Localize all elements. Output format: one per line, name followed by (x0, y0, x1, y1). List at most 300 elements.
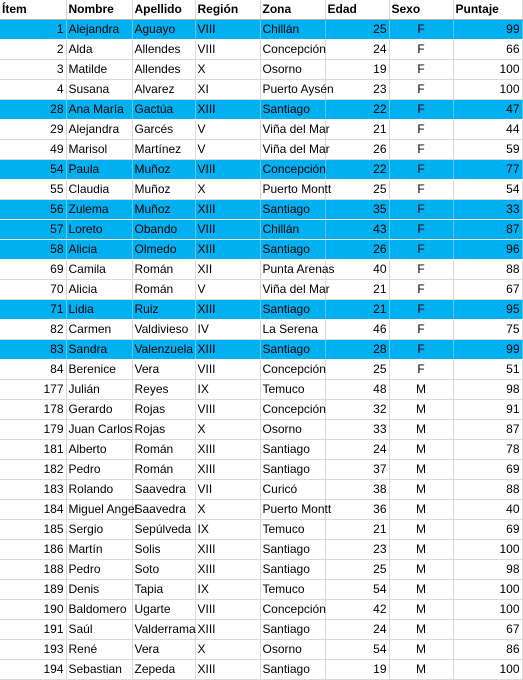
cell-sexo[interactable]: F (389, 120, 453, 140)
cell-zona[interactable]: Punta Arenas (260, 260, 325, 280)
cell-puntaje[interactable]: 44 (453, 120, 522, 140)
cell-puntaje[interactable]: 99 (453, 340, 522, 360)
cell-puntaje[interactable]: 59 (453, 140, 522, 160)
cell-nombre[interactable]: Matilde (66, 60, 132, 80)
cell-zona[interactable]: Osorno (260, 420, 325, 440)
table-row (0, 580, 522, 600)
cell-region[interactable]: XIII (195, 620, 260, 640)
cell-edad[interactable]: 38 (325, 480, 389, 500)
table-row (0, 480, 522, 500)
cell-zona[interactable]: Viña del Mar (260, 140, 325, 160)
cell-item[interactable]: 49 (0, 140, 66, 160)
cell-sexo[interactable]: F (389, 300, 453, 320)
cell-region[interactable]: V (195, 280, 260, 300)
cell-zona[interactable]: Concepción (260, 360, 325, 380)
cell-region[interactable]: IV (195, 320, 260, 340)
cell-nombre[interactable]: Pedro (66, 560, 132, 580)
table-row (0, 400, 522, 420)
table-row (0, 180, 522, 200)
cell-apellido[interactable]: Solis (132, 540, 195, 560)
cell-apellido[interactable]: Sepúlveda (132, 520, 195, 540)
table-row (0, 240, 522, 260)
cell-puntaje[interactable]: 66 (453, 40, 522, 60)
cell-item[interactable]: 194 (0, 660, 66, 680)
cell-zona[interactable]: Santiago (260, 440, 325, 460)
cell-edad[interactable]: 48 (325, 380, 389, 400)
cell-zona[interactable]: Puerto Montt (260, 500, 325, 520)
cell-apellido[interactable]: Ruiz (132, 300, 195, 320)
cell-apellido[interactable]: Ugarte (132, 600, 195, 620)
cell-item[interactable]: 181 (0, 440, 66, 460)
cell-puntaje[interactable]: 77 (453, 160, 522, 180)
cell-zona[interactable]: Santiago (260, 460, 325, 480)
cell-apellido[interactable]: Alvarez (132, 80, 195, 100)
cell-apellido[interactable]: Muñoz (132, 200, 195, 220)
cell-edad[interactable]: 19 (325, 660, 389, 680)
cell-edad[interactable]: 26 (325, 240, 389, 260)
table-row (0, 40, 522, 60)
cell-apellido[interactable]: Allendes (132, 60, 195, 80)
cell-region[interactable]: XIII (195, 660, 260, 680)
cell-puntaje[interactable]: 86 (453, 640, 522, 660)
cell-edad[interactable]: 37 (325, 460, 389, 480)
cell-item[interactable]: 179 (0, 420, 66, 440)
cell-edad[interactable]: 21 (325, 120, 389, 140)
cell-puntaje[interactable]: 88 (453, 480, 522, 500)
cell-region[interactable]: XIII (195, 300, 260, 320)
cell-region[interactable]: VIII (195, 600, 260, 620)
cell-apellido[interactable]: Muñoz (132, 160, 195, 180)
cell-edad[interactable]: 26 (325, 140, 389, 160)
cell-region[interactable]: IX (195, 520, 260, 540)
cell-sexo[interactable]: M (389, 600, 453, 620)
cell-puntaje[interactable]: 54 (453, 180, 522, 200)
cell-edad[interactable]: 24 (325, 620, 389, 640)
table-row (0, 20, 522, 40)
cell-item[interactable]: 186 (0, 540, 66, 560)
cell-item[interactable]: 58 (0, 240, 66, 260)
cell-nombre[interactable]: Miguel Angel (66, 500, 132, 520)
cell-sexo[interactable]: F (389, 360, 453, 380)
cell-puntaje[interactable]: 33 (453, 200, 522, 220)
cell-puntaje[interactable]: 67 (453, 620, 522, 640)
cell-nombre[interactable]: Zulema (66, 200, 132, 220)
cell-item[interactable]: 188 (0, 560, 66, 580)
cell-edad[interactable]: 19 (325, 60, 389, 80)
cell-sexo[interactable]: F (389, 60, 453, 80)
cell-zona[interactable]: Viña del Mar (260, 280, 325, 300)
cell-item[interactable]: 183 (0, 480, 66, 500)
cell-edad[interactable]: 35 (325, 200, 389, 220)
cell-edad[interactable]: 24 (325, 40, 389, 60)
cell-nombre[interactable]: Alberto (66, 440, 132, 460)
cell-zona[interactable]: Santiago (260, 240, 325, 260)
cell-puntaje[interactable]: 98 (453, 560, 522, 580)
table-row (0, 360, 522, 380)
cell-zona[interactable]: Temuco (260, 520, 325, 540)
table-row (0, 660, 522, 680)
cell-edad[interactable]: 36 (325, 500, 389, 520)
cell-item[interactable]: 2 (0, 40, 66, 60)
cell-zona[interactable]: Chillán (260, 220, 325, 240)
cell-edad[interactable]: 32 (325, 400, 389, 420)
cell-nombre[interactable]: Alicia (66, 240, 132, 260)
cell-puntaje[interactable]: 98 (453, 380, 522, 400)
column-header-region[interactable]: Región (195, 0, 260, 20)
cell-nombre[interactable]: Loreto (66, 220, 132, 240)
cell-region[interactable]: X (195, 500, 260, 520)
cell-zona[interactable]: Santiago (260, 340, 325, 360)
cell-apellido[interactable]: Olmedo (132, 240, 195, 260)
cell-edad[interactable]: 24 (325, 440, 389, 460)
cell-nombre[interactable]: Susana (66, 80, 132, 100)
cell-item[interactable]: 56 (0, 200, 66, 220)
table-row (0, 540, 522, 560)
cell-region[interactable]: XIII (195, 340, 260, 360)
cell-apellido[interactable]: Vera (132, 360, 195, 380)
table-row (0, 500, 522, 520)
cell-apellido[interactable]: Saavedra (132, 480, 195, 500)
cell-edad[interactable]: 22 (325, 100, 389, 120)
cell-sexo[interactable]: F (389, 160, 453, 180)
table-row (0, 300, 522, 320)
cell-item[interactable]: 190 (0, 600, 66, 620)
cell-sexo[interactable]: M (389, 660, 453, 680)
cell-region[interactable]: X (195, 420, 260, 440)
cell-nombre[interactable]: Juan Carlos (66, 420, 132, 440)
cell-item[interactable]: 70 (0, 280, 66, 300)
cell-zona[interactable]: Concepción (260, 600, 325, 620)
cell-nombre[interactable]: Baldomero (66, 600, 132, 620)
cell-apellido[interactable]: Muñoz (132, 180, 195, 200)
cell-nombre[interactable]: Sebastian (66, 660, 132, 680)
cell-nombre[interactable]: Alejandra (66, 20, 132, 40)
cell-zona[interactable]: Osorno (260, 640, 325, 660)
cell-region[interactable]: IX (195, 380, 260, 400)
cell-apellido[interactable]: Tapia (132, 580, 195, 600)
cell-region[interactable]: VIII (195, 400, 260, 420)
table-row (0, 340, 522, 360)
cell-puntaje[interactable]: 100 (453, 600, 522, 620)
cell-region[interactable]: XIII (195, 540, 260, 560)
cell-edad[interactable]: 28 (325, 340, 389, 360)
cell-apellido[interactable]: Allendes (132, 40, 195, 60)
cell-region[interactable]: VIII (195, 220, 260, 240)
cell-apellido[interactable]: Martínez (132, 140, 195, 160)
cell-edad[interactable]: 23 (325, 540, 389, 560)
cell-nombre[interactable]: Claudia (66, 180, 132, 200)
column-header-item[interactable]: Ítem (0, 0, 66, 20)
cell-region[interactable]: VIII (195, 20, 260, 40)
table-row (0, 120, 522, 140)
header-row (0, 0, 522, 20)
cell-sexo[interactable]: F (389, 40, 453, 60)
cell-apellido[interactable]: Reyes (132, 380, 195, 400)
column-header-sexo[interactable]: Sexo (389, 0, 453, 20)
cell-edad[interactable]: 43 (325, 220, 389, 240)
cell-region[interactable]: X (195, 180, 260, 200)
cell-item[interactable]: 184 (0, 500, 66, 520)
cell-nombre[interactable]: Paula (66, 160, 132, 180)
cell-zona[interactable]: Chillán (260, 20, 325, 40)
cell-region[interactable]: VIII (195, 360, 260, 380)
cell-edad[interactable]: 21 (325, 520, 389, 540)
cell-item[interactable]: 191 (0, 620, 66, 640)
cell-edad[interactable]: 25 (325, 180, 389, 200)
cell-apellido[interactable]: Román (132, 260, 195, 280)
cell-apellido[interactable]: Obando (132, 220, 195, 240)
cell-puntaje[interactable]: 47 (453, 100, 522, 120)
cell-puntaje[interactable]: 99 (453, 20, 522, 40)
cell-region[interactable]: V (195, 140, 260, 160)
cell-region[interactable]: X (195, 60, 260, 80)
column-header-zona[interactable]: Zona (260, 0, 325, 20)
cell-puntaje[interactable]: 88 (453, 260, 522, 280)
cell-zona[interactable]: Concepción (260, 400, 325, 420)
cell-sexo[interactable]: F (389, 320, 453, 340)
cell-edad[interactable]: 46 (325, 320, 389, 340)
cell-sexo[interactable]: M (389, 420, 453, 440)
cell-item[interactable]: 82 (0, 320, 66, 340)
cell-region[interactable]: XIII (195, 240, 260, 260)
cell-sexo[interactable]: M (389, 580, 453, 600)
cell-puntaje[interactable]: 95 (453, 300, 522, 320)
table-row (0, 520, 522, 540)
cell-apellido[interactable]: Román (132, 440, 195, 460)
cell-nombre[interactable]: Lidia (66, 300, 132, 320)
cell-item[interactable]: 57 (0, 220, 66, 240)
cell-nombre[interactable]: Alejandra (66, 120, 132, 140)
cell-nombre[interactable]: Rolando (66, 480, 132, 500)
cell-puntaje[interactable]: 51 (453, 360, 522, 380)
cell-nombre[interactable]: Berenice (66, 360, 132, 380)
cell-item[interactable]: 84 (0, 360, 66, 380)
cell-edad[interactable]: 21 (325, 300, 389, 320)
cell-item[interactable]: 83 (0, 340, 66, 360)
cell-region[interactable]: XIII (195, 560, 260, 580)
cell-zona[interactable]: Osorno (260, 60, 325, 80)
column-header-nombre[interactable]: Nombre (66, 0, 132, 20)
cell-sexo[interactable]: M (389, 540, 453, 560)
cell-puntaje[interactable]: 100 (453, 80, 522, 100)
cell-item[interactable]: 185 (0, 520, 66, 540)
table-row (0, 140, 522, 160)
cell-region[interactable]: X (195, 640, 260, 660)
cell-item[interactable]: 189 (0, 580, 66, 600)
cell-puntaje[interactable]: 75 (453, 320, 522, 340)
table-row (0, 280, 522, 300)
cell-nombre[interactable]: Saúl (66, 620, 132, 640)
cell-sexo[interactable]: M (389, 460, 453, 480)
cell-sexo[interactable]: M (389, 440, 453, 460)
cell-region[interactable]: XIII (195, 100, 260, 120)
cell-apellido[interactable]: Aguayo (132, 20, 195, 40)
cell-puntaje[interactable]: 100 (453, 660, 522, 680)
cell-zona[interactable]: Santiago (260, 200, 325, 220)
cell-zona[interactable]: Santiago (260, 300, 325, 320)
cell-sexo[interactable]: F (389, 240, 453, 260)
cell-zona[interactable]: Temuco (260, 380, 325, 400)
cell-puntaje[interactable]: 100 (453, 540, 522, 560)
cell-puntaje[interactable]: 69 (453, 520, 522, 540)
cell-region[interactable]: XII (195, 260, 260, 280)
cell-apellido[interactable]: Gactúa (132, 100, 195, 120)
cell-nombre[interactable]: Alda (66, 40, 132, 60)
cell-region[interactable]: XIII (195, 200, 260, 220)
cell-zona[interactable]: Puerto Aysén (260, 80, 325, 100)
cell-puntaje[interactable]: 69 (453, 460, 522, 480)
column-header-edad[interactable]: Edad (325, 0, 389, 20)
cell-apellido[interactable]: Rojas (132, 420, 195, 440)
cell-region[interactable]: XI (195, 80, 260, 100)
cell-apellido[interactable]: Valdivieso (132, 320, 195, 340)
cell-sexo[interactable]: M (389, 640, 453, 660)
cell-edad[interactable]: 23 (325, 80, 389, 100)
cell-region[interactable]: IX (195, 580, 260, 600)
cell-sexo[interactable]: F (389, 180, 453, 200)
cell-nombre[interactable]: Julián (66, 380, 132, 400)
cell-region[interactable]: V (195, 120, 260, 140)
cell-zona[interactable]: Santiago (260, 660, 325, 680)
cell-nombre[interactable]: Camila (66, 260, 132, 280)
cell-item[interactable]: 3 (0, 60, 66, 80)
cell-item[interactable]: 178 (0, 400, 66, 420)
table-row (0, 200, 522, 220)
cell-edad[interactable]: 22 (325, 160, 389, 180)
cell-puntaje[interactable]: 67 (453, 280, 522, 300)
cell-zona[interactable]: Concepción (260, 160, 325, 180)
cell-apellido[interactable]: Román (132, 280, 195, 300)
cell-zona[interactable]: Santiago (260, 100, 325, 120)
cell-item[interactable]: 28 (0, 100, 66, 120)
cell-apellido[interactable]: Rojas (132, 400, 195, 420)
cell-sexo[interactable]: M (389, 380, 453, 400)
cell-item[interactable]: 55 (0, 180, 66, 200)
cell-puntaje[interactable]: 96 (453, 240, 522, 260)
table-row (0, 620, 522, 640)
table-row (0, 380, 522, 400)
cell-apellido[interactable]: Vera (132, 640, 195, 660)
cell-nombre[interactable]: René (66, 640, 132, 660)
cell-item[interactable]: 29 (0, 120, 66, 140)
cell-item[interactable]: 1 (0, 20, 66, 40)
cell-nombre[interactable]: Denis (66, 580, 132, 600)
cell-zona[interactable]: Viña del Mar (260, 120, 325, 140)
cell-sexo[interactable]: M (389, 620, 453, 640)
cell-apellido[interactable]: Soto (132, 560, 195, 580)
table-row (0, 420, 522, 440)
cell-edad[interactable]: 42 (325, 600, 389, 620)
cell-edad[interactable]: 25 (325, 560, 389, 580)
cell-zona[interactable]: Santiago (260, 560, 325, 580)
cell-zona[interactable]: Curicó (260, 480, 325, 500)
cell-region[interactable]: VII (195, 480, 260, 500)
cell-apellido[interactable]: Román (132, 460, 195, 480)
cell-puntaje[interactable]: 78 (453, 440, 522, 460)
cell-sexo[interactable]: F (389, 260, 453, 280)
table-row (0, 440, 522, 460)
cell-nombre[interactable]: Martín (66, 540, 132, 560)
cell-item[interactable]: 71 (0, 300, 66, 320)
cell-zona[interactable]: La Serena (260, 320, 325, 340)
cell-edad[interactable]: 25 (325, 20, 389, 40)
cell-sexo[interactable]: F (389, 100, 453, 120)
cell-zona[interactable]: Santiago (260, 620, 325, 640)
table-row (0, 320, 522, 340)
cell-apellido[interactable]: Zepeda (132, 660, 195, 680)
cell-item[interactable]: 182 (0, 460, 66, 480)
cell-sexo[interactable]: F (389, 80, 453, 100)
cell-sexo[interactable]: M (389, 560, 453, 580)
cell-item[interactable]: 54 (0, 160, 66, 180)
cell-sexo[interactable]: M (389, 500, 453, 520)
cell-nombre[interactable]: Sergio (66, 520, 132, 540)
column-header-apellido[interactable]: Apellido (132, 0, 195, 20)
cell-puntaje[interactable]: 100 (453, 60, 522, 80)
cell-zona[interactable]: Santiago (260, 540, 325, 560)
cell-puntaje[interactable]: 91 (453, 400, 522, 420)
cell-sexo[interactable]: M (389, 400, 453, 420)
cell-edad[interactable]: 54 (325, 640, 389, 660)
cell-nombre[interactable]: Sandra (66, 340, 132, 360)
cell-nombre[interactable]: Ana María (66, 100, 132, 120)
cell-item[interactable]: 4 (0, 80, 66, 100)
cell-item[interactable]: 193 (0, 640, 66, 660)
cell-nombre[interactable]: Carmen (66, 320, 132, 340)
cell-puntaje[interactable]: 40 (453, 500, 522, 520)
cell-sexo[interactable]: F (389, 280, 453, 300)
cell-edad[interactable]: 25 (325, 360, 389, 380)
cell-sexo[interactable]: F (389, 20, 453, 40)
cell-apellido[interactable]: Garcés (132, 120, 195, 140)
cell-sexo[interactable]: F (389, 220, 453, 240)
cell-puntaje[interactable]: 87 (453, 420, 522, 440)
cell-nombre[interactable]: Pedro (66, 460, 132, 480)
cell-item[interactable]: 69 (0, 260, 66, 280)
table-row (0, 220, 522, 240)
column-header-puntaje[interactable]: Puntaje (453, 0, 522, 20)
cell-sexo[interactable]: F (389, 200, 453, 220)
cell-apellido[interactable]: Saavedra (132, 500, 195, 520)
cell-nombre[interactable]: Gerardo (66, 400, 132, 420)
table-row (0, 460, 522, 480)
table-row (0, 80, 522, 100)
cell-nombre[interactable]: Marisol (66, 140, 132, 160)
cell-region[interactable]: XIII (195, 460, 260, 480)
cell-edad[interactable]: 33 (325, 420, 389, 440)
cell-region[interactable]: VIII (195, 160, 260, 180)
cell-region[interactable]: VIII (195, 40, 260, 60)
cell-sexo[interactable]: F (389, 140, 453, 160)
cell-zona[interactable]: Concepción (260, 40, 325, 60)
cell-edad[interactable]: 21 (325, 280, 389, 300)
cell-puntaje[interactable]: 100 (453, 580, 522, 600)
cell-apellido[interactable]: Valenzuela (132, 340, 195, 360)
cell-puntaje[interactable]: 87 (453, 220, 522, 240)
cell-item[interactable]: 177 (0, 380, 66, 400)
cell-zona[interactable]: Puerto Montt (260, 180, 325, 200)
cell-sexo[interactable]: F (389, 340, 453, 360)
cell-sexo[interactable]: M (389, 520, 453, 540)
cell-edad[interactable]: 54 (325, 580, 389, 600)
cell-edad[interactable]: 40 (325, 260, 389, 280)
cell-region[interactable]: XIII (195, 440, 260, 460)
cell-sexo[interactable]: M (389, 480, 453, 500)
cell-zona[interactable]: Temuco (260, 580, 325, 600)
cell-apellido[interactable]: Valderrama (132, 620, 195, 640)
table-row (0, 640, 522, 660)
cell-nombre[interactable]: Alicia (66, 280, 132, 300)
